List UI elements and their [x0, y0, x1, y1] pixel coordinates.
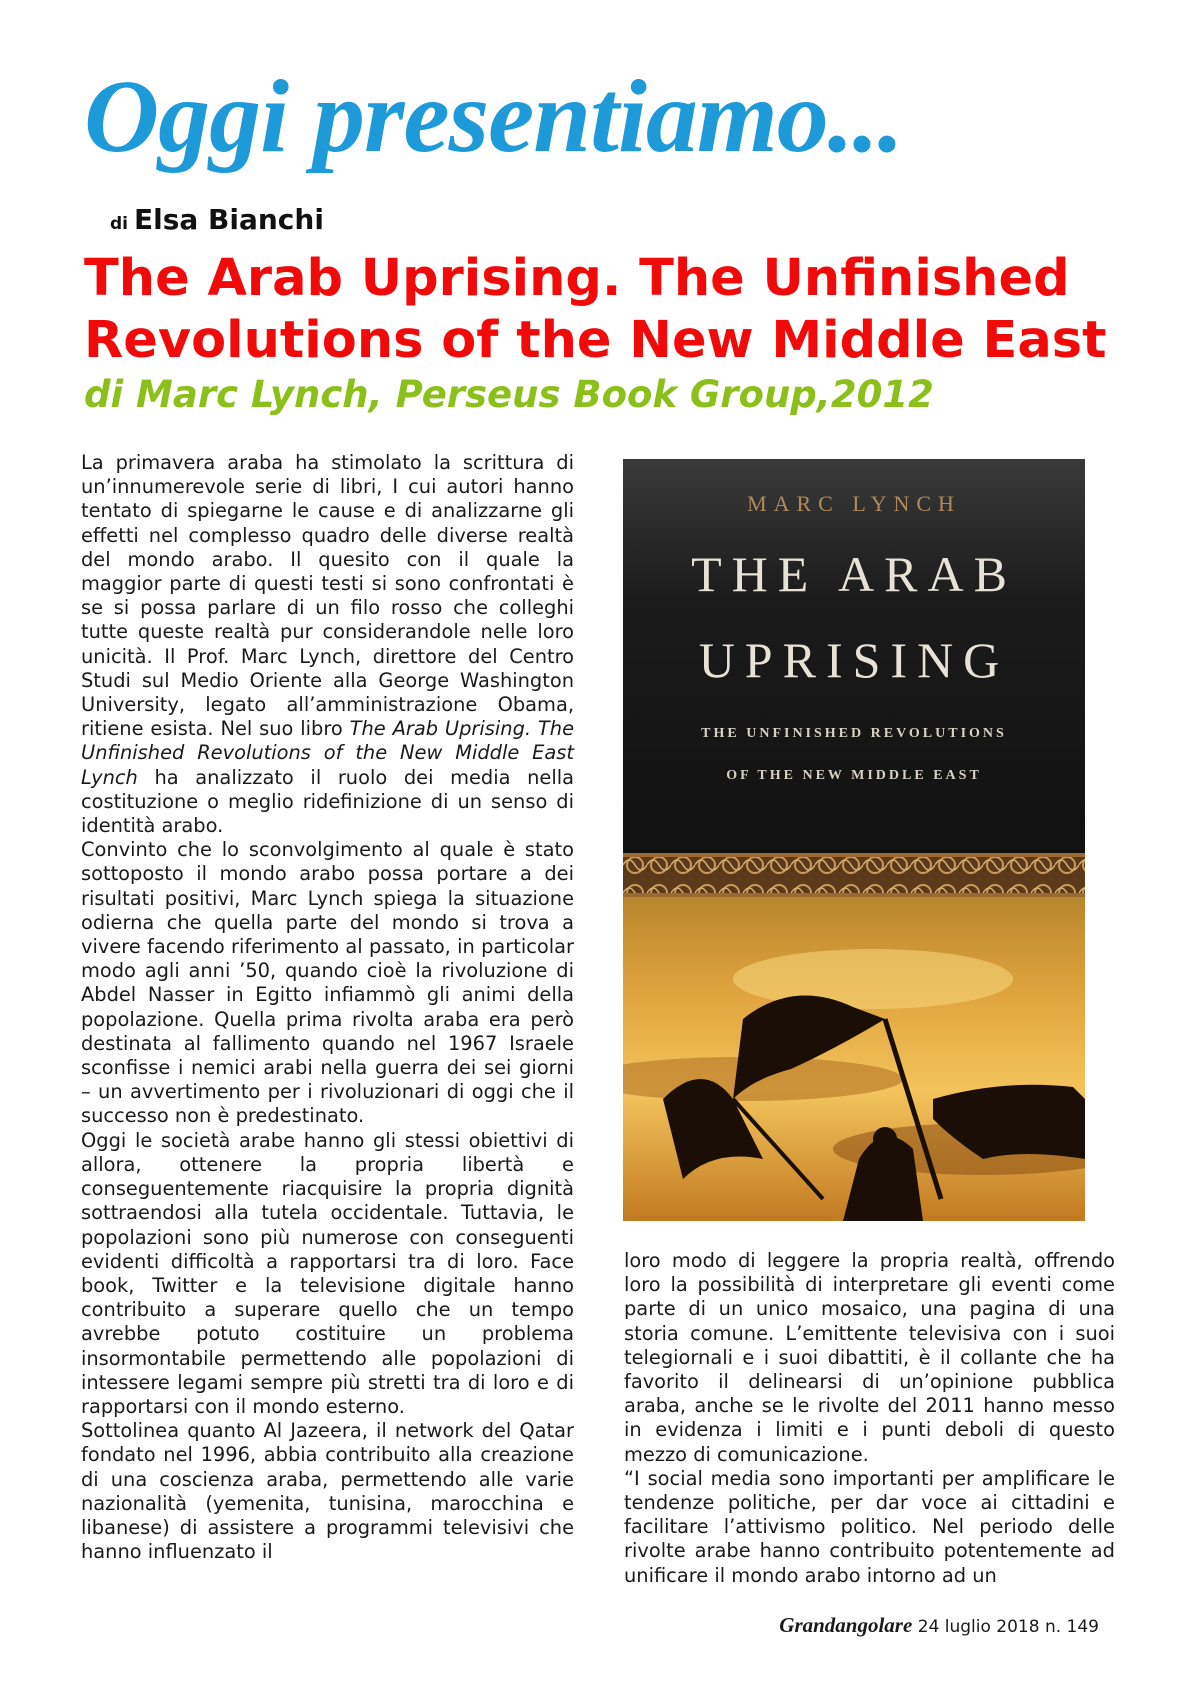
- byline-author: Elsa Bianchi: [134, 203, 324, 236]
- book-subtitle: di Marc Lynch, Perseus Book Group,2012: [84, 373, 934, 416]
- page-title: Oggi presentiamo...: [84, 59, 903, 174]
- cover-author: MARC LYNCH: [747, 491, 961, 516]
- page-footer: [779, 1613, 1099, 1638]
- article-paragraph: “I social media sono importanti per amplificare le tendenze politiche, per dar voce ai cittadini e facilitare l’attivismo politico. Nel periodo delle rivolte arabe hanno contribuito potentemente ad unificare il mondo arabo intorno ad un: [624, 1466, 1115, 1587]
- book-title: [84, 248, 1106, 372]
- article-book-title-italic: The Arab Uprising. The Unfinished Revolutions of the New Middle East Lynch: [81, 717, 574, 789]
- book-cover-image: [623, 459, 1085, 1221]
- article-paragraph: Sottolinea quanto Al Jazeera, il network del Qatar fondato nel 1996, abbia contribuito alla creazione di una coscienza araba, permettendo alle varie nazionalità (yemenita, tunisina, marocchina e libanese) di assistere a programmi televisivi che hanno influenzato il: [81, 1419, 574, 1564]
- byline-prefix: di: [110, 214, 128, 234]
- book-title-line2: Revolutions of the New Middle East: [84, 311, 1107, 370]
- article-paragraph: loro modo di leggere la propria realtà, offrendo loro la possibilità di interpretare gli eventi come parte di un unico mosaico, una pagina di una storia comune. L’emittente televisiva con i suoi telegiornali e i suoi dibattiti, è il collante che ha favorito il delinearsi di un’opinione pubblica araba, anche se le rivolte del 2011 hanno messo in evidenza i limiti e i punti deboli di questo mezzo di comunicazione.: [624, 1249, 1115, 1466]
- cover-subtitle-line2: OF THE NEW MIDDLE EAST: [726, 768, 982, 783]
- cover-ornament-band: [623, 853, 1085, 897]
- article-paragraph: Oggi le società arabe hanno gli stessi obiettivi di allora, ottenere la propria libertà e conseguentemente riacquisire la propria dignità sottraendosi alla tutela occidentale. Tuttavia, le popolazioni sono più numerose con conseguenti evidenti difficoltà a rapportarsi tra di loro. Face book, Twitter e la televisione digitale hanno contribuito a superare quello che un tempo avrebbe potuto costituire un problema insormontabile permettendo alle popolazioni di intessere legami sempre più stretti tra di loro e di rapportarsi con il mondo esterno.: [81, 1128, 574, 1418]
- article-paragraph: [81, 451, 574, 838]
- footer-magazine: Grandangolare: [779, 1613, 913, 1637]
- article-text: ha analizzato il ruolo dei media nella costituzione o meglio ridefinizione di un senso di identità arabo.: [81, 765, 574, 838]
- article-paragraph: Convinto che lo sconvolgimento al quale è stato sottoposto il mondo arabo possa portare a dei risultati positivi, Marc Lynch spiega la situazione odierna che quella parte del mondo si trova a vivere facendo riferimento al passato, in particolar modo agli anni ’50, quando cioè la rivoluzione di Abdel Nasser in Egitto infiammò gli animi della popolazione. Quella prima rivolta araba era però destinata al fallimento quando nel 1967 Israele sconfisse i nemici arabi nella guerra dei sei giorni – un avvertimento per i rivoluzionari di oggi che il successo non è predestinato.: [81, 838, 574, 1128]
- cover-subtitle-line1: THE UNFINISHED REVOLUTIONS: [701, 726, 1007, 741]
- byline: [110, 203, 324, 236]
- article-column-left: [81, 451, 574, 1564]
- footer-issue: 24 luglio 2018 n. 149: [917, 1617, 1099, 1637]
- cover-title-line2: UPRISING: [698, 632, 1010, 688]
- article-column-right: [624, 1249, 1115, 1588]
- book-title-line1: The Arab Uprising. The Unfinished: [84, 249, 1070, 308]
- article-text: La primavera araba ha stimolato la scrittura di un’innumerevole serie di libri, I cui autori hanno tentato di spiegarne le cause e di analizzarne gli effetti nel complesso quadro delle diverse realtà del mondo arabo. Il quesito con il quale la maggior parte di questi testi si sono confrontati è se si possa parlare di un filo rosso che colleghi tutte queste realtà pur considerandole nelle loro unicità. Il Prof. Marc Lynch, direttore del Centro Studi sul Medio Oriente alla George Washington University, legato all’amministrazione Obama, ritiene esista. Nel suo libro: [81, 451, 574, 741]
- cover-title-line1: THE ARAB: [691, 546, 1017, 602]
